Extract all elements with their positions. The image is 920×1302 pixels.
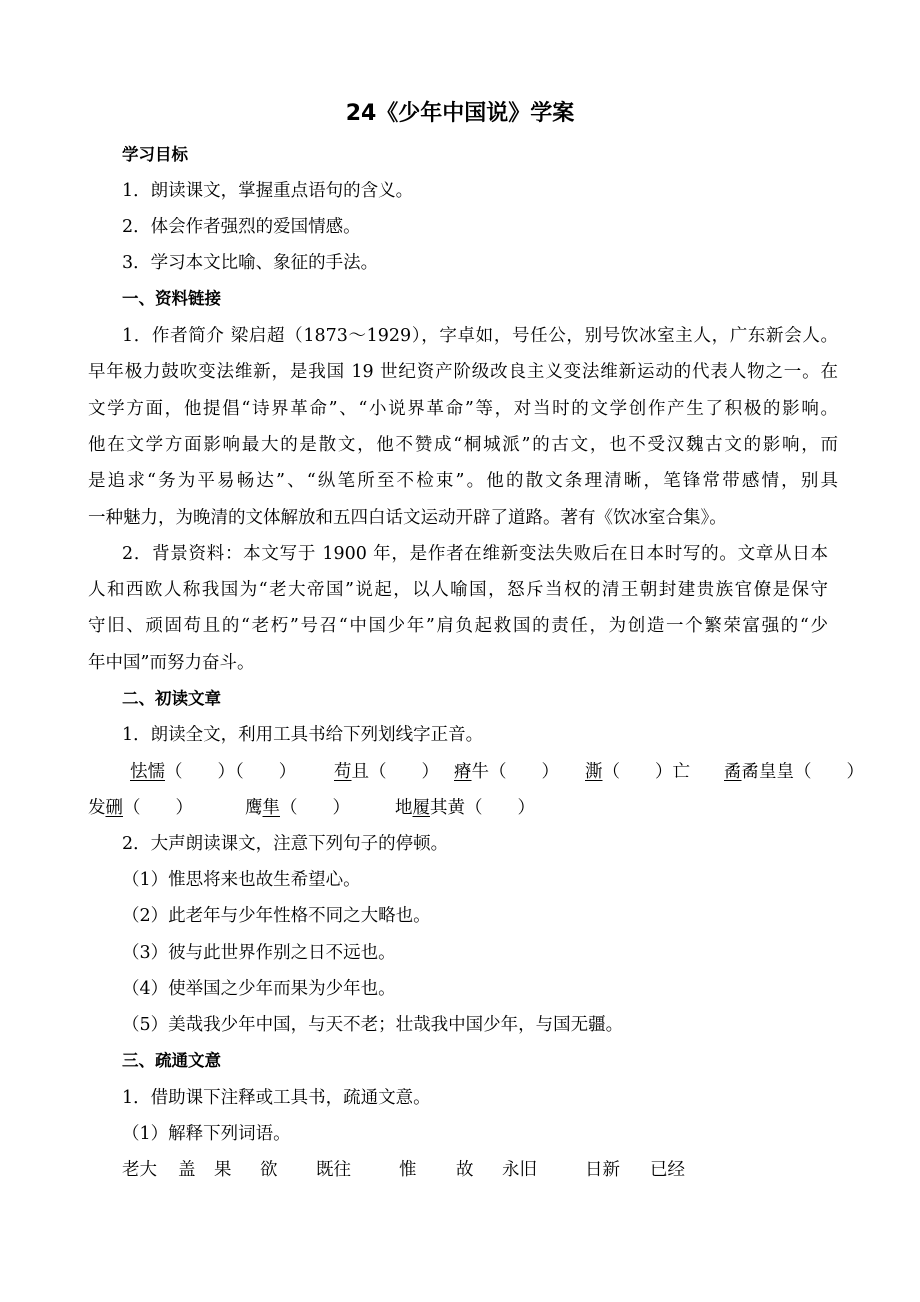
underlined-char: 隼 — [262, 798, 280, 818]
answer-blank: 矞皇皇（ ） — [741, 762, 864, 782]
underlined-char: 苟 — [334, 762, 352, 782]
pause-sentence: （2）此老年与少年性格不同之大略也。 — [122, 906, 431, 926]
objective-item: 3．学习本文比喻、象征的手法。 — [122, 253, 379, 273]
term: 已经 — [650, 1160, 685, 1180]
section2-question: 1．朗读全文，利用工具书给下列划线字正音。 — [122, 725, 484, 745]
underlined-char: 硎 — [105, 798, 123, 818]
section2-question: 2．大声朗读课文，注意下列句子的停顿。 — [122, 834, 449, 854]
term: 故 — [456, 1160, 474, 1180]
pause-sentence: （4）使举国之少年而果为少年也。 — [122, 979, 396, 999]
section1-heading: 一、资料链接 — [122, 289, 221, 308]
section3-question: 1．借助课下注释或工具书，疏通文意。 — [122, 1088, 431, 1108]
term: 日新 — [585, 1160, 620, 1180]
pinyin-word: 鹰隼（ ） — [245, 798, 350, 818]
section3-heading: 三、疏通文意 — [122, 1051, 221, 1070]
page-title: 24《少年中国说》学案 — [345, 101, 575, 126]
section1-para1-line: 1．作者简介 梁启超（1873～1929），字卓如，号任公，别号饮冰室主人，广东新会人。 — [122, 326, 838, 346]
section1-para1-line: 他在文学方面影响最大的是散文，他不赞成“桐城派”的古文，也不受汉魏古文的影响，而 — [88, 435, 838, 455]
section1-para1-line: 早年极力鼓吹变法维新，是我国 19 世纪资产阶级改良主义变法维新运动的代表人物之一。在 — [88, 362, 838, 382]
pinyin-word — [130, 760, 296, 784]
term: 盖 — [178, 1160, 196, 1180]
underlined-char: 怯懦 — [130, 762, 165, 782]
pinyin-word — [724, 760, 864, 784]
term: 老大 — [122, 1160, 157, 1180]
section1-para1-line: 文学方面，他提倡“诗界革命”、“小说界革命”等，对当时的文学创作产生了积极的影响。 — [88, 399, 838, 419]
section1-para1-line: 是追求“务为平易畅达”、“纵笔所至不检束”。他的散文条理清晰，笔锋常带感情，别具 — [88, 471, 838, 491]
section1-para2-line: 守旧、顽固苟且的“老朽”号召“中国少年”肩负起救国的责任，为创造一个繁荣富强的“少 — [88, 616, 828, 636]
underlined-char: 瘠 — [454, 762, 472, 782]
pause-sentence: （5）美哉我少年中国，与天不老；壮哉我中国少年，与国无疆。 — [122, 1015, 624, 1035]
term: 既往 — [316, 1160, 351, 1180]
answer-blank: （ ） — [123, 798, 193, 818]
answer-blank: 牛（ ） — [471, 762, 559, 782]
term: 欲 — [260, 1160, 278, 1180]
pinyin-word: 地履其黄（ ） — [395, 798, 535, 818]
section2-heading: 二、初读文章 — [122, 689, 221, 708]
underlined-char: 矞 — [724, 762, 742, 782]
underlined-char: 澌 — [585, 762, 603, 782]
pause-sentence: （1）惟思将来也故生希望心。 — [122, 870, 361, 890]
answer-blank: （ ） — [280, 798, 350, 818]
section1-para1-line: 一种魅力，为晚清的文体解放和五四白话文运动开辟了道路。著有《饮冰室合集》。 — [88, 508, 727, 528]
term: 永旧 — [502, 1160, 537, 1180]
pause-sentence: （3）彼与此世界作别之日不远也。 — [122, 943, 396, 963]
objective-item: 2．体会作者强烈的爱国情感。 — [122, 217, 361, 237]
objectives-heading: 学习目标 — [122, 145, 188, 164]
answer-blank: 且（ ） — [351, 762, 439, 782]
term: 惟 — [399, 1160, 417, 1180]
answer-blank: （ ）亡 — [602, 762, 690, 782]
pinyin-word — [454, 760, 559, 784]
pinyin-word — [585, 760, 690, 784]
objective-item: 1．朗读课文，掌握重点语句的含义。 — [122, 181, 414, 201]
section1-para2-line: 年中国”而努力奋斗。 — [88, 653, 255, 673]
term: 果 — [214, 1160, 232, 1180]
answer-blank: （ ）（ ） — [165, 762, 297, 782]
pinyin-word — [334, 760, 439, 784]
pinyin-word: 发硎（ ） — [88, 798, 193, 818]
section1-para2-line: 2．背景资料：本文写于 1900 年，是作者在维新变法失败后在日本时写的。文章从日本 — [122, 544, 828, 564]
answer-blank: 其黄（ ） — [430, 798, 535, 818]
underlined-char: 履 — [412, 798, 430, 818]
section3-subquestion: （1）解释下列词语。 — [122, 1124, 291, 1144]
section1-para2-line: 人和西欧人称我国为“老大帝国”说起，以人喻国，怒斥当权的清王朝封建贵族官僚是保守 — [88, 580, 828, 600]
